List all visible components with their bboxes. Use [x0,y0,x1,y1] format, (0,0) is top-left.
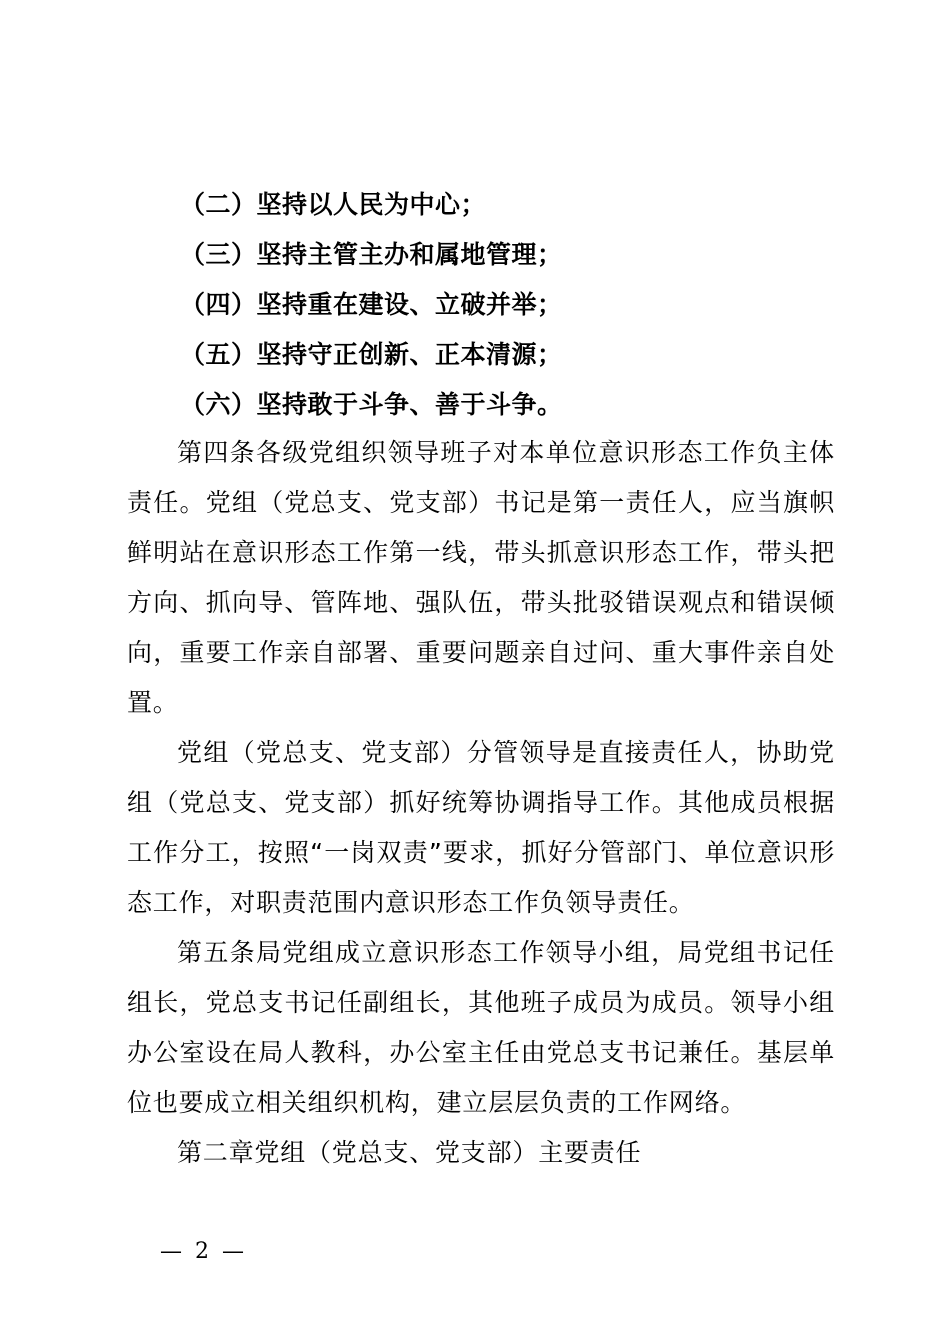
page-number: — 2 — [160,1239,247,1264]
principles-list [180,180,880,430]
principle-item-6: （六）坚持敢于斗争、善于斗争。 [180,390,563,419]
principle-item-2: （二）坚持以人民为中心； [180,190,487,219]
article-5-paragraph: 第五条局党组成立意识形态工作领导小组，局党组书记任组长，党总支书记任副组长，其他班子成员为成员。领导小组办公室设在局人教科，办公室主任由党总支书记兼任。基层单位也要成立相关组织机构，建立层层负责的工作网络。 [127,938,835,1117]
direct-responsibility-paragraph: 党组（党总支、党支部）分管领导是直接责任人，协助党组（党总支、党支部）抓好统筹协调指导工作。其他成员根据工作分工，按照“一岗双责”要求，抓好分管部门、单位意识形态工作，对职责范围内意识形态工作负领导责任。 [127,738,835,917]
principle-item-3: （三）坚持主管主办和属地管理； [180,240,563,269]
chapter-2-heading: 第二章党组（党总支、党支部）主要责任 [177,1138,642,1167]
principle-item-5: （五）坚持守正创新、正本清源； [180,340,563,369]
principle-item-4: （四）坚持重在建设、立破并举； [180,290,563,319]
article-4-paragraph: 第四条各级党组织领导班子对本单位意识形态工作负主体责任。党组（党总支、党支部）书记是第一责任人，应当旗帜鲜明站在意识形态工作第一线，带头抓意识形态工作，带头把方向、抓向导、管阵地、强队伍，带头批驳错误观点和错误倾向，重要工作亲自部署、重要问题亲自过问、重大事件亲自处置。 [127,438,835,717]
